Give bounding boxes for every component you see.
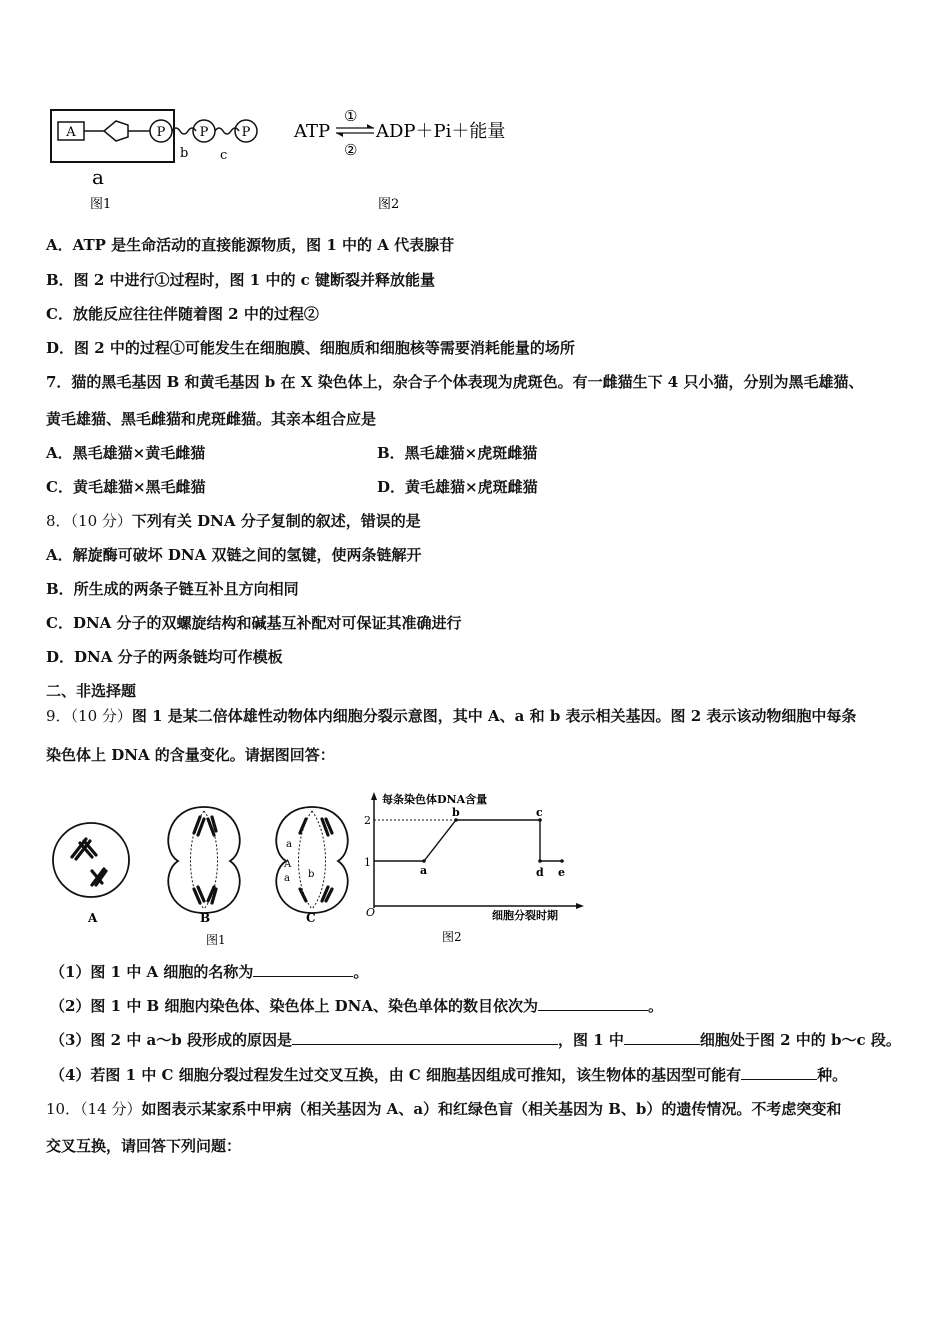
gene-a-label-1: a [286, 839, 292, 850]
gene-A-label: A [284, 859, 292, 870]
q8-stem-text: 下列有关 DNA 分子复制的叙述，错误的是 [131, 512, 421, 530]
q9-stem-line1 [46, 706, 856, 726]
atp-text: ATP [294, 121, 331, 142]
q7-option-b: B．黑毛雄猫×虎斑雌猫 [377, 444, 538, 462]
adp-pi-energy-text: ADP＋Pi＋能量 [376, 121, 506, 142]
q9-sub4: （4）若图 1 中 C 细胞分裂过程发生过交叉互换，由 C 细胞基因组成可推知，该生物体的基因型可能有 种。 [50, 1066, 848, 1084]
q7-stem-line2: 黄毛雄猫、黑毛雌猫和虎斑雌猫。其亲本组合应是 [46, 410, 377, 428]
phosphate-label-2: P [199, 125, 209, 140]
reaction-2-label: ② [344, 141, 358, 159]
bond-b-label: b [180, 146, 189, 161]
q10-stem-line2: 交叉互换，请回答下列问题： [46, 1137, 242, 1155]
q8-option-a: A．解旋酶可破坏 DNA 双链之间的氢键，使两条链解开 [46, 546, 422, 564]
gene-a-label-2: a [284, 873, 290, 884]
reaction-1-label: ① [344, 107, 358, 125]
graph-x-label: 细胞分裂时期 [492, 909, 558, 922]
q8-option-c: C．DNA 分子的双螺旋结构和碱基互补配对可保证其准确进行 [46, 614, 462, 632]
phosphate-label-3: P [241, 125, 251, 140]
q9-sub2-answer-blank[interactable] [538, 996, 648, 1011]
q9-sub3-answer-blank-2[interactable] [624, 1030, 700, 1045]
graph-y-tick-1: 1 [364, 856, 371, 869]
q6-option-c: C．放能反应往往伴随着图 2 中的过程② [46, 305, 319, 323]
q6-option-b: B．图 2 中进行①过程时，图 1 中的 c 键断裂并释放能量 [46, 271, 436, 289]
q8-option-d: D．DNA 分子的两条链均可作模板 [46, 648, 283, 666]
q7-option-a: A．黑毛雄猫×黄毛雌猫 [46, 444, 206, 462]
atp-reaction-figure [290, 100, 530, 215]
graph-point-c: c [536, 806, 543, 819]
fig2-graph-caption: 图2 [442, 930, 462, 944]
adenine-box-label: A [66, 125, 76, 140]
phosphate-label-1: P [156, 125, 166, 140]
q9-sub3: （3）图 2 中 a～b 段形成的原因是 ，图 1 中 细胞处于图 2 中的 b～c 段。 [50, 1031, 901, 1049]
fig1-caption: 图1 [90, 197, 112, 212]
region-a-label: a [92, 165, 104, 189]
section-heading: 二、非选择题 [46, 682, 137, 700]
q10-stem-text: 如图表示某家系中甲病（相关基因为 A、a）和红绿色盲（相关基因为 B、b）的遗传情况。不考虑突变和 [141, 1100, 842, 1118]
q7-stem-line1: 7．猫的黑毛基因 B 和黄毛基因 b 在 X 染色体上，杂合子个体表现为虎斑色。有一雌猫生下 4 只小猫，分别为黑毛雄猫、 [46, 373, 864, 391]
q7-option-d: D．黄毛雄猫×虎斑雌猫 [377, 478, 538, 496]
graph-y-label: 每条染色体DNA含量 [382, 793, 488, 806]
q8-option-b: B．所生成的两条子链互补且方向相同 [46, 580, 299, 598]
fig2-caption: 图2 [378, 197, 400, 212]
q9-stem-line2: 染色体上 DNA 的含量变化。请据图回答： [46, 746, 335, 764]
q9-sub3-answer-blank-1[interactable] [292, 1030, 558, 1045]
q10-number: 10．（14 分） [46, 1100, 142, 1118]
q9-number: 9．（10 分） [46, 707, 132, 725]
q6-option-a: A．ATP 是生命活动的直接能源物质，图 1 中的 A 代表腺苷 [46, 236, 455, 254]
q10-stem-line1 [46, 1099, 841, 1119]
dna-content-graph [362, 788, 602, 948]
q9-sub1: （1）图 1 中 A 细胞的名称为 。 [50, 963, 369, 981]
graph-curve [374, 820, 562, 861]
q9-sub2: （2）图 1 中 B 细胞内染色体、染色体上 DNA、染色单体的数目依次为 。 [50, 997, 664, 1015]
q8-stem [46, 511, 421, 531]
q7-option-c: C．黄毛雄猫×黑毛雌猫 [46, 478, 206, 496]
q9-sub4-answer-blank[interactable] [741, 1065, 817, 1080]
q9-stem-text: 图 1 是某二倍体雄性动物体内细胞分裂示意图，其中 A、a 和 b 表示相关基因。图 2 表示该动物细胞中每条 [131, 707, 857, 725]
graph-point-d: d [536, 866, 544, 879]
graph-point-b: b [452, 806, 460, 819]
fig1-cells-caption: 图1 [206, 933, 226, 947]
q6-option-d: D．图 2 中的过程①可能发生在细胞膜、细胞质和细胞核等需要消耗能量的场所 [46, 339, 575, 357]
graph-origin: O [366, 906, 376, 919]
bond-c-label: c [220, 148, 228, 163]
gene-b-label: b [308, 869, 315, 880]
q9-sub1-answer-blank[interactable] [253, 962, 353, 977]
atp-structure-figure [46, 100, 266, 215]
cell-division-figure [46, 795, 366, 955]
cell-c-label: C [306, 911, 316, 925]
cell-a-label: A [88, 911, 98, 925]
graph-point-e: e [558, 866, 565, 879]
q8-number: 8．（10 分） [46, 512, 132, 530]
graph-y-tick-2: 2 [364, 814, 371, 827]
graph-point-a: a [420, 864, 428, 877]
cell-b-label: B [200, 911, 211, 925]
